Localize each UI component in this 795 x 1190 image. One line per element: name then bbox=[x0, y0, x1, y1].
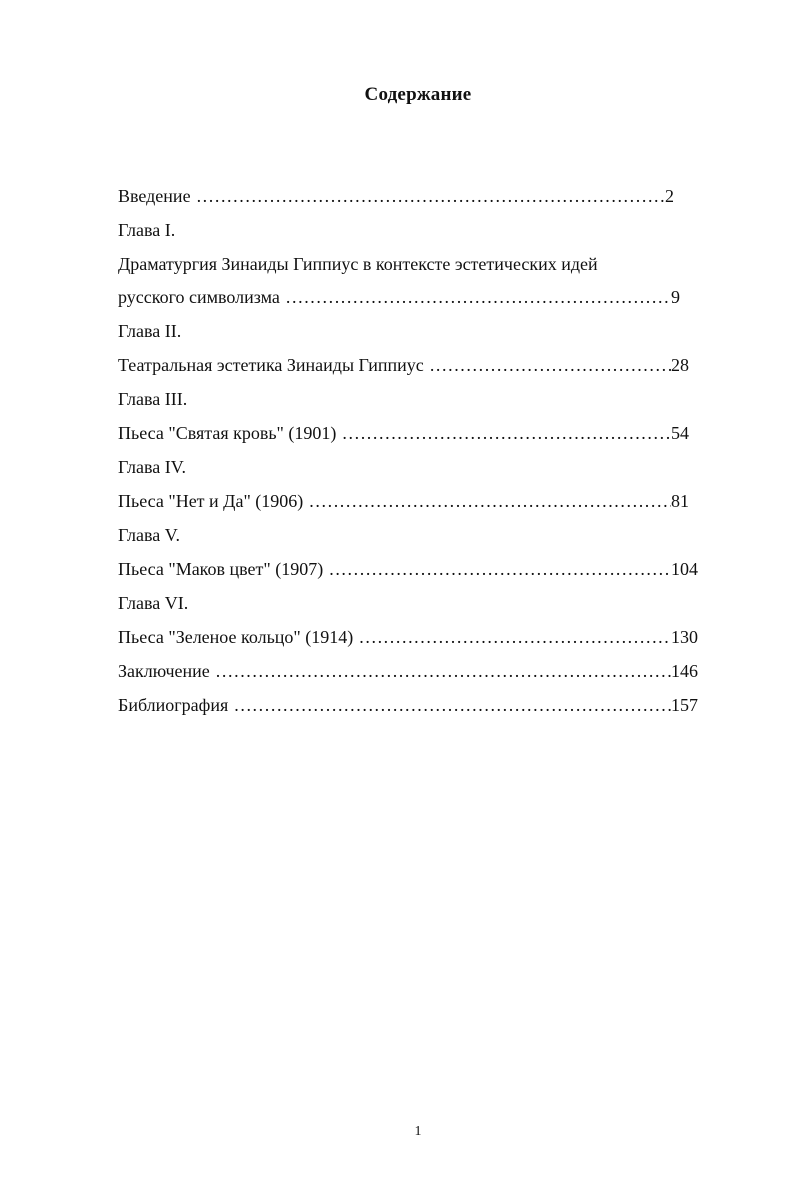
toc-entry-conclusion bbox=[118, 659, 698, 683]
toc-page-number: 157 bbox=[671, 695, 698, 715]
toc-page-number: 54 bbox=[671, 423, 689, 443]
dot-leader bbox=[228, 693, 671, 717]
toc-entry-chapter-2 bbox=[118, 353, 689, 377]
page-title: Содержание bbox=[364, 84, 472, 105]
toc-entry-text: Пьеса "Святая кровь" (1901) bbox=[118, 423, 337, 443]
toc-page-number: 28 bbox=[671, 355, 689, 375]
toc-chapter-1-label: Глава I. bbox=[118, 220, 176, 240]
toc-chapter-1-title-line1: Драматургия Зинаиды Гиппиус в контексте эстетических идей bbox=[118, 254, 598, 274]
toc-entry-chapter-5 bbox=[118, 557, 698, 581]
toc-entry-text: Пьеса "Маков цвет" (1907) bbox=[118, 559, 324, 579]
toc-page-number: 2 bbox=[665, 186, 674, 206]
toc-entry-text: Пьеса "Зеленое кольцо" (1914) bbox=[118, 627, 354, 647]
toc-page-number: 130 bbox=[671, 627, 698, 647]
dot-leader bbox=[353, 625, 671, 649]
toc-entry-text: Театральная эстетика Зинаиды Гиппиус bbox=[118, 355, 424, 375]
toc-entry-bibliography bbox=[118, 693, 698, 717]
toc-entry-introduction bbox=[118, 184, 674, 208]
toc-chapter-6-label: Глава VI. bbox=[118, 593, 189, 613]
toc-page-number: 104 bbox=[671, 559, 698, 579]
toc-entry-chapter-4 bbox=[118, 489, 689, 513]
dot-leader bbox=[280, 285, 671, 309]
toc-entry-text: Библиография bbox=[118, 695, 229, 715]
toc-entry-text: Заключение bbox=[118, 661, 210, 681]
toc-chapter-5-label: Глава V. bbox=[118, 525, 180, 545]
toc-chapter-4-label: Глава IV. bbox=[118, 457, 186, 477]
dot-leader bbox=[210, 659, 671, 683]
dot-leader bbox=[424, 353, 671, 377]
dot-leader bbox=[191, 184, 665, 208]
toc-page-number: 9 bbox=[671, 287, 680, 307]
toc-entry-chapter-1 bbox=[118, 285, 680, 309]
toc-entry-text: Пьеса "Нет и Да" (1906) bbox=[118, 491, 304, 511]
page-number: 1 bbox=[414, 1124, 422, 1139]
toc-page-number: 81 bbox=[671, 491, 689, 511]
toc-entry-text: Введение bbox=[118, 186, 191, 206]
dot-leader bbox=[303, 489, 671, 513]
toc-entry-text: русского символизма bbox=[118, 287, 280, 307]
dot-leader bbox=[336, 421, 671, 445]
toc-entry-chapter-6 bbox=[118, 625, 698, 649]
toc-chapter-3-label: Глава III. bbox=[118, 389, 188, 409]
toc-chapter-2-label: Глава II. bbox=[118, 321, 182, 341]
toc-page-number: 146 bbox=[671, 661, 698, 681]
toc-entry-chapter-3 bbox=[118, 421, 689, 445]
dot-leader bbox=[323, 557, 671, 581]
